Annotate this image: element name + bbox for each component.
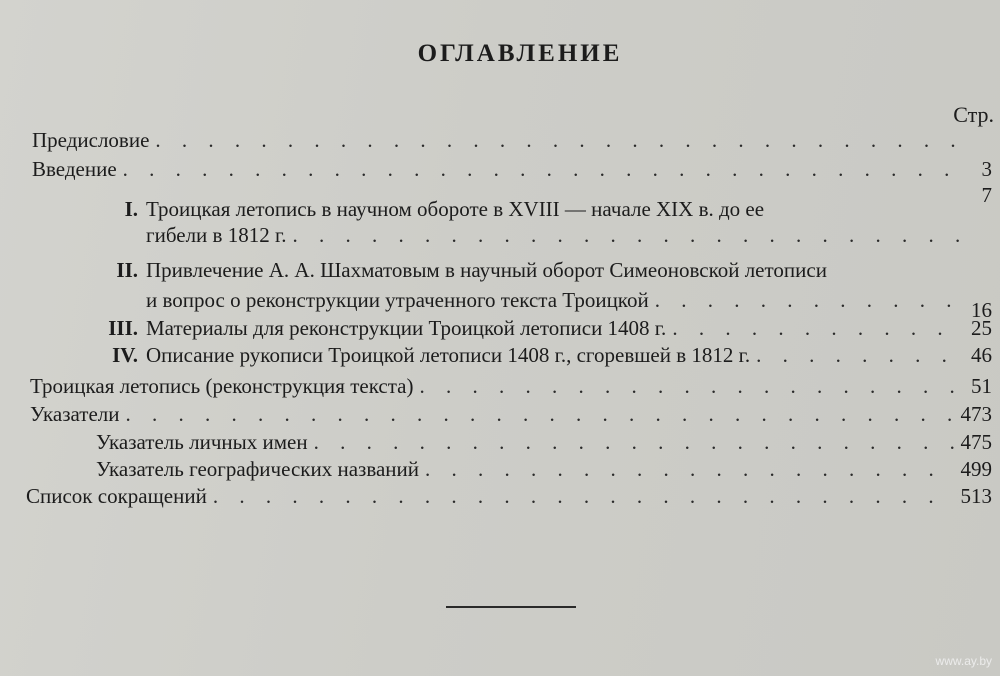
toc-entry	[32, 156, 992, 182]
toc-entry-text: Указатели	[30, 402, 120, 426]
toc-entry	[108, 315, 992, 341]
toc-entry-text: Введение	[32, 157, 117, 181]
toc-entry-page: 25	[971, 316, 992, 340]
toc-entry-page: 16	[971, 298, 992, 322]
page-column-label: Стр.	[953, 102, 994, 127]
toc-entry-line	[108, 257, 827, 283]
toc-entry-page: 473	[960, 402, 992, 426]
toc-entry	[108, 342, 992, 368]
leader-dots	[655, 287, 965, 313]
toc-entry-line	[108, 196, 764, 222]
toc-entry-text: Троицкая летопись в научном обороте в XVIII — начале XIX в. до ее	[146, 197, 765, 221]
leader-dots	[314, 429, 955, 455]
leader-dots	[672, 315, 965, 341]
toc-entry	[32, 127, 992, 153]
toc-entry-page: 7	[981, 183, 992, 207]
leader-dots	[292, 222, 966, 248]
leader-dots	[756, 342, 965, 368]
toc-entry	[96, 429, 992, 455]
toc-entry-page: 475	[960, 430, 992, 454]
toc-entry-text: Предисловие	[32, 128, 150, 152]
toc-entry	[30, 401, 992, 427]
toc-entry-text: Материалы для реконструкции Троицкой летописи 1408 г.	[146, 316, 667, 340]
toc-entry-page: 51	[971, 374, 992, 398]
toc-entry-text: гибели в 1812 г.	[146, 223, 287, 247]
leader-dots	[419, 373, 965, 399]
toc-entry-text: Троицкая летопись (реконструкция текста)	[30, 374, 414, 398]
toc-entry-text: Привлечение А. А. Шахматовым в научный оборот Симеоновской летописи	[146, 258, 827, 282]
toc-entry	[96, 456, 992, 482]
chapter-number: IV.	[112, 343, 138, 367]
toc-title: ОГЛАВЛЕНИЕ	[417, 40, 623, 67]
toc-entry-text: и вопрос о реконструкции утраченного текста Троицкой	[146, 288, 649, 312]
chapter-number: I.	[124, 197, 138, 221]
toc-entry-page: 513	[960, 484, 992, 508]
toc-entry	[146, 287, 992, 322]
leader-dots	[213, 483, 955, 509]
closing-rule	[446, 606, 576, 608]
toc-entry-text: Список сокращений	[26, 484, 207, 508]
chapter-number: III.	[108, 316, 138, 340]
toc-entry	[26, 483, 992, 509]
chapter-number: II.	[116, 258, 138, 282]
toc-entry	[30, 373, 992, 399]
toc-entry-text: Указатель личных имен	[96, 430, 308, 454]
leader-dots	[126, 401, 955, 427]
watermark: www.ay.by	[935, 654, 992, 668]
leader-dots	[155, 127, 966, 153]
leader-dots	[425, 456, 955, 482]
leader-dots	[123, 156, 966, 182]
toc-entry-page: 499	[960, 457, 992, 481]
toc-entry-text: Описание рукописи Троицкой летописи 1408 г., сгоревшей в 1812 г.	[146, 343, 751, 367]
toc-entry-text: Указатель географических названий	[96, 457, 419, 481]
toc-entry-page: 3	[981, 157, 992, 181]
toc-entry-page: 46	[971, 343, 992, 367]
